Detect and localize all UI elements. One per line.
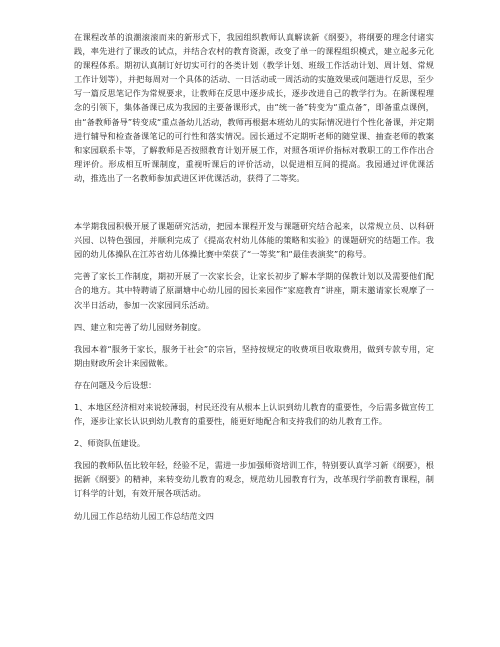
section-heading-issues: 存在问题及今后设想： [74,379,157,390]
paragraph-research: 本学期我园积极开展了课题研究活动，把园本课程开发与课题研究结合起来，以常规立员、以科研兴园、以特色强园，并顺利完成了《提高农村幼儿体能的策略和实验》的课题研究的结题工作。我园的幼儿体操队在江苏省幼儿体操比赛中荣获了“一等奖”和“最佳表演奖”的称号。 [74,221,434,260]
section-heading-finance: 四、建立和完善了幼儿园财务制度。 [74,321,206,332]
paragraph-staff: 我园的教师队伍比较年轻，经验不足，需进一步加强师资培训工作，特别要认真学习新《纲要》，根据新《纲要》的精神，来转变幼儿教育的观念，规范幼儿园教育行为，改革现行学前教育课程，制订科学的计划，有效开展各项活动。 [74,460,434,499]
paragraph-curriculum-reform: 在课程改革的浪潮滚滚而来的新形式下，我园组织教师认真解读新《纲要》，将纲要的理念付诸实践，率先进行了课改的试点，并结合农村的教育资源，改变了单一的课程组织模式，建立起多元化的课程体系。期初认真制订好切实可行的各类计划（教学计划、班级工作活动计划、周计划、常规工作计划等），并把每周对一个具体的活动、一日活动或一周活动的实施效果或问题进行反思，至少写一篇反思笔记作为常规要求，让教师在反思中逐步成长，逐步改进自己的教学行为。在新课程理念的引领下，集体备课已成为我园的主要备课形式，由“统一备”转变为“重点备”，即备重点课例，由“备教师备导”转变成“重点备幼儿活动，教师再根据本班幼儿的实际情况进行个性化备课，并定期进行辅导和检查备课笔记的可行性和落实情况。园长通过不定期听老师的随堂课、抽查老师的教案和家园联系卡等，了解教师是否按照教育计划开展工作，对照各项评价指标对教职工的工作作出合理评价。形成相互听课制度，重视听课后的评价活动，以促进相互间的提高。我园通过评优课活动，推选出了一名教师参加武进区评优课活动，获得了二等奖。 [74,32,434,183]
paragraph-issue-1: 1、本地区经济相对来说较薄弱，村民还没有从根本上认识到幼儿教育的重要性，今后需多做宣传工作，逐步让家长认识到幼儿教育的重要性，能更好地配合和支持我们的幼儿教育工作。 [74,401,434,427]
document-body [74,30,434,523]
section-heading-staff: 2、师资队伍建设。 [74,438,146,449]
paragraph-finance: 我园本着“服务于家长，服务于社会”的宗旨，坚持按规定的收费项目收取费用，做到专款专用，定期由财政所会计来园做帐。 [74,343,434,368]
paragraph-closing-title: 幼儿园工作总结幼儿园工作总结范文四 [74,510,215,521]
paragraph-parent-work: 完善了家长工作制度，期初开展了一次家长会，让家长初步了解本学期的保教计划以及需要他们配合的地方。其中特聘请了原湖塘中心幼儿园的园长来园作“家庭教育”讲座，期末邀请家长观摩了一次半日活动，参加一次家园同乐活动。 [74,271,434,310]
